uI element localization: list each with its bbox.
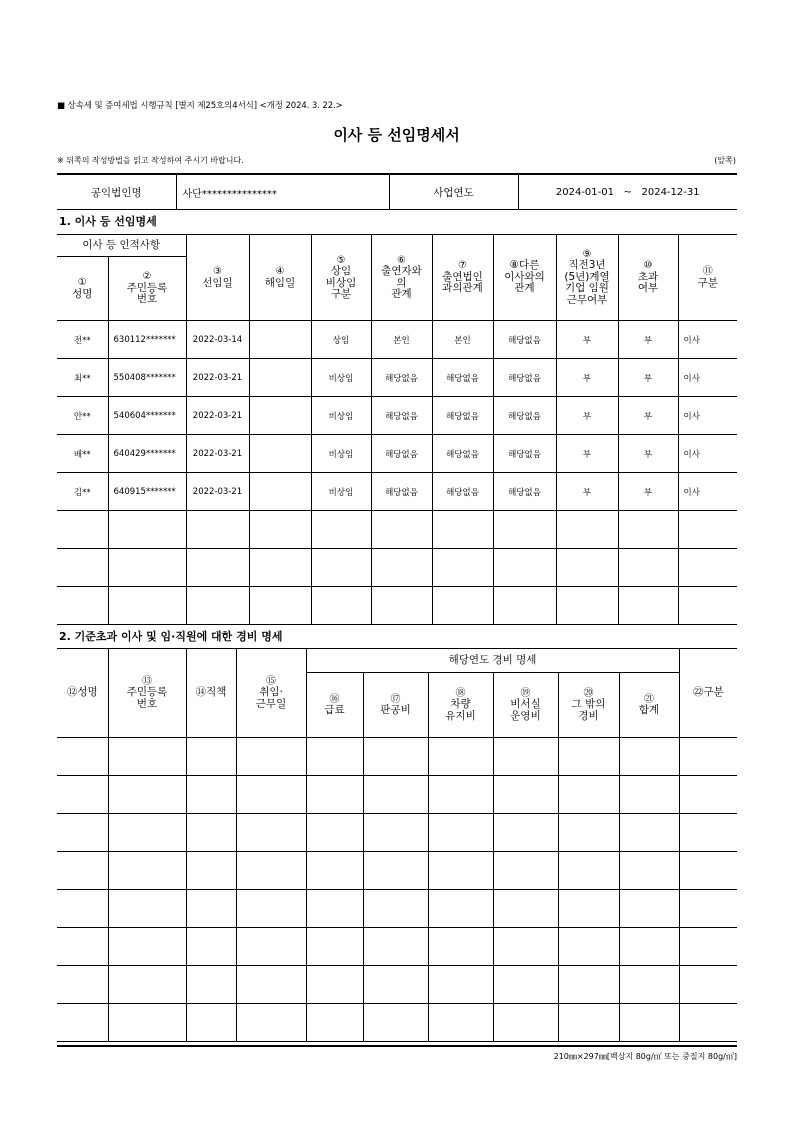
empty-cell[interactable] [249,587,311,625]
col-label: 구분 [697,276,718,289]
cell-corp-relation[interactable]: 해당없음 [432,397,493,435]
empty-cell[interactable] [306,966,363,1004]
cell-exceed[interactable]: 부 [618,321,678,359]
col-num: ⑪ [702,266,713,277]
empty-cell[interactable] [108,738,186,776]
cell-appointed[interactable]: 2022-03-21 [186,359,249,397]
empty-cell[interactable] [558,738,619,776]
col-label: 주민등록 번호 [126,281,168,306]
empty-cell[interactable] [186,776,236,814]
empty-cell[interactable] [57,928,108,966]
col-exp-rrn-header [108,649,186,738]
empty-cell[interactable] [57,738,108,776]
col-name-header [57,257,108,321]
cell-dismissed[interactable] [249,435,311,473]
empty-cell[interactable] [363,852,428,890]
empty-cell[interactable] [619,966,679,1004]
cell-exceed[interactable]: 부 [618,473,678,511]
empty-cell[interactable] [186,1004,236,1042]
cell-category[interactable]: 이사 [678,397,737,435]
cell-donor-relation[interactable]: 해당없음 [371,473,432,511]
cell-rrn[interactable]: 640915******* [108,473,186,511]
empty-cell[interactable] [428,814,493,852]
cell-affiliate[interactable]: 부 [556,473,618,511]
cell-affiliate[interactable]: 부 [556,321,618,359]
col-label: 판공비 [380,704,411,716]
col-label: 차량 유지비 [445,698,476,722]
empty-cell[interactable] [493,738,558,776]
cell-affiliate[interactable]: 부 [556,397,618,435]
paper-spec: 210㎜×297㎜[백상지 80g/㎡ 또는 중질지 80g/㎡] [553,1052,737,1061]
empty-cell[interactable] [108,587,186,625]
col-appointed-header [186,235,249,321]
col-num: ⑲ [520,687,531,699]
col-num: ㉑ [644,693,655,705]
cell-corp-relation[interactable]: 본인 [432,321,493,359]
empty-cell[interactable] [679,890,737,928]
period-start: 2024-01-01 [555,186,614,198]
empty-cell[interactable] [679,966,737,1004]
expense-group-header: 해당연도 경비 명세 [306,649,679,673]
personal-info-group-header: 이사 등 인적사항 [57,235,186,257]
empty-cell[interactable] [558,852,619,890]
empty-cell[interactable] [363,966,428,1004]
col-num: ① [77,277,87,288]
col-exceed-header [618,235,678,321]
empty-cell[interactable] [57,1004,108,1042]
col-exp-name-header: ⑫성명 [57,649,108,738]
empty-cell[interactable] [619,928,679,966]
empty-cell[interactable] [249,511,311,549]
col-exp-category-header: ㉒구분 [679,649,737,738]
empty-cell[interactable] [236,776,306,814]
empty-table-row [57,511,737,549]
empty-cell[interactable] [57,890,108,928]
col-salary-header [306,673,363,738]
empty-cell[interactable] [363,928,428,966]
cell-category[interactable]: 이사 [678,321,737,359]
col-label: 합계 [638,704,660,716]
cell-appointed[interactable]: 2022-03-21 [186,435,249,473]
empty-table-row [57,890,737,928]
excess-expense-table [57,648,737,1042]
cell-donor-relation[interactable]: 해당없음 [371,359,432,397]
empty-cell[interactable] [306,738,363,776]
empty-cell[interactable] [619,776,679,814]
cell-rrn[interactable]: 550408******* [108,359,186,397]
empty-cell[interactable] [186,852,236,890]
empty-cell[interactable] [432,587,493,625]
corp-name-field[interactable]: 사단*************** [176,174,389,210]
col-label: 출연법인 과의관계 [442,270,483,295]
col-num: ⑳ [583,687,594,699]
cell-corp-relation[interactable]: 해당없음 [432,435,493,473]
empty-cell[interactable] [57,966,108,1004]
col-num: ② [142,271,152,283]
empty-table-row [57,549,737,587]
empty-cell[interactable] [556,549,618,587]
section1-title: 1. 이사 등 선임명세 [59,215,157,228]
col-service-date-header [236,649,306,738]
empty-cell[interactable] [618,511,678,549]
table-row [57,435,737,473]
cell-type[interactable]: 비상임 [311,359,371,397]
empty-cell[interactable] [57,587,108,625]
period-end: 2024-12-31 [641,186,700,198]
empty-cell[interactable] [619,852,679,890]
empty-table-row [57,928,737,966]
empty-table-row [57,1004,737,1042]
empty-cell[interactable] [428,852,493,890]
col-position-header: ⑭직책 [186,649,236,738]
empty-cell[interactable] [306,890,363,928]
cell-corp-relation[interactable]: 해당없음 [432,359,493,397]
empty-cell[interactable] [428,928,493,966]
empty-cell[interactable] [108,890,186,928]
col-num: ⑱ [455,687,466,699]
empty-cell[interactable] [186,928,236,966]
cell-rrn[interactable]: 640429******* [108,435,186,473]
empty-cell[interactable] [363,890,428,928]
empty-cell[interactable] [108,549,186,587]
empty-cell[interactable] [679,1004,737,1042]
empty-cell[interactable] [558,776,619,814]
empty-cell[interactable] [108,1004,186,1042]
cell-dismissed[interactable] [249,321,311,359]
col-label: 초과 여부 [637,270,659,295]
page-title: 이사 등 선임명세서 [333,126,460,144]
cell-name[interactable]: 김** [57,473,108,511]
empty-cell[interactable] [678,549,737,587]
page-side-label: (앞쪽) [714,156,736,165]
empty-table-row [57,587,737,625]
empty-cell[interactable] [236,890,306,928]
col-type-header [311,235,371,321]
col-num: ⑯ [329,693,340,705]
cell-category[interactable]: 이사 [678,435,737,473]
cell-exceed[interactable]: 부 [618,435,678,473]
table-row [57,321,737,359]
empty-cell[interactable] [186,511,249,549]
empty-cell[interactable] [363,738,428,776]
col-category-header [678,235,737,321]
col-affiliate-header [556,235,618,321]
empty-cell[interactable] [428,890,493,928]
empty-cell[interactable] [558,890,619,928]
empty-cell[interactable] [558,928,619,966]
empty-cell[interactable] [57,814,108,852]
col-num: ⑮ [266,675,276,687]
col-num: ⑦ [458,260,467,272]
table-row [57,359,737,397]
cell-dismissed[interactable] [249,397,311,435]
empty-cell[interactable] [306,1004,363,1042]
col-other-expense-header [558,673,619,738]
empty-cell[interactable] [363,776,428,814]
empty-cell[interactable] [306,852,363,890]
cell-rrn[interactable]: 540604******* [108,397,186,435]
empty-cell[interactable] [493,587,556,625]
empty-cell[interactable] [236,928,306,966]
col-num: ⑬ [142,675,152,687]
cell-name[interactable]: 전** [57,321,108,359]
empty-cell[interactable] [249,549,311,587]
empty-cell[interactable] [678,511,737,549]
empty-cell[interactable] [679,852,737,890]
col-vehicle-header [428,673,493,738]
empty-cell[interactable] [186,890,236,928]
instruction-note: ※ 뒤쪽의 작성방법을 읽고 작성하여 주시기 바랍니다. [57,156,244,165]
col-dismissed-header [249,235,311,321]
period-separator: ~ [623,186,632,198]
cell-donor-relation[interactable]: 해당없음 [371,397,432,435]
cell-appointed[interactable]: 2022-03-21 [186,473,249,511]
col-num: ⑨ [582,248,592,260]
empty-cell[interactable] [493,776,558,814]
col-label: 주민등록 번호 [126,686,168,710]
corp-info-table [57,173,737,210]
empty-cell[interactable] [108,511,186,549]
cell-other-relation[interactable]: 해당없음 [493,397,556,435]
empty-cell[interactable] [57,776,108,814]
empty-cell[interactable] [679,738,737,776]
empty-table-row [57,738,737,776]
section1-header-row-1 [57,235,737,257]
cell-dismissed[interactable] [249,359,311,397]
cell-exceed[interactable]: 부 [618,397,678,435]
section2-title: 2. 기준초과 이사 및 임·직원에 대한 경비 명세 [59,630,283,643]
empty-cell[interactable] [678,587,737,625]
cell-rrn[interactable]: 630112******* [108,321,186,359]
empty-cell[interactable] [186,966,236,1004]
empty-cell[interactable] [558,966,619,1004]
empty-cell[interactable] [371,587,432,625]
empty-cell[interactable] [493,1004,558,1042]
empty-cell[interactable] [236,1004,306,1042]
empty-cell[interactable] [493,966,558,1004]
empty-cell[interactable] [493,852,558,890]
col-other-director-relation-header [493,235,556,321]
empty-cell[interactable] [236,966,306,1004]
col-num: ⑩ [643,260,653,272]
empty-cell[interactable] [108,776,186,814]
cell-other-relation[interactable]: 해당없음 [493,435,556,473]
col-label: 상임 비상임 구분 [325,265,357,300]
empty-cell[interactable] [363,814,428,852]
corp-info-row [57,174,737,210]
empty-cell[interactable] [108,814,186,852]
col-label: 급료 [324,704,345,716]
empty-cell[interactable] [306,814,363,852]
col-label: 해임일 [264,276,296,289]
empty-cell[interactable] [556,587,618,625]
empty-cell[interactable] [311,511,371,549]
empty-cell[interactable] [428,1004,493,1042]
empty-cell[interactable] [306,928,363,966]
empty-cell[interactable] [493,928,558,966]
col-num: ④ [275,266,285,277]
empty-cell[interactable] [236,814,306,852]
col-num: ③ [213,266,222,277]
empty-cell[interactable] [618,549,678,587]
cell-type[interactable]: 상임 [311,321,371,359]
cell-other-relation[interactable]: 해당없음 [493,473,556,511]
empty-cell[interactable] [311,549,371,587]
empty-cell[interactable] [618,587,678,625]
empty-cell[interactable] [493,549,556,587]
business-year-field[interactable] [518,174,737,210]
empty-cell[interactable] [363,1004,428,1042]
empty-cell[interactable] [428,738,493,776]
section2-header-row-1 [57,649,737,673]
col-donor-relation-header [371,235,432,321]
cell-other-relation[interactable]: 해당없음 [493,321,556,359]
col-total-header [619,673,679,738]
empty-cell[interactable] [493,511,556,549]
empty-table-row [57,966,737,1004]
empty-cell[interactable] [57,511,108,549]
empty-cell[interactable] [619,738,679,776]
empty-cell[interactable] [186,738,236,776]
cell-exceed[interactable]: 부 [618,359,678,397]
empty-cell[interactable] [236,738,306,776]
empty-cell[interactable] [306,776,363,814]
empty-table-row [57,776,737,814]
empty-cell[interactable] [432,511,493,549]
empty-cell[interactable] [371,511,432,549]
cell-category[interactable]: 이사 [678,473,737,511]
business-year-label: 사업연도 [389,174,518,210]
col-corp-relation-header [432,235,493,321]
cell-appointed[interactable]: 2022-03-21 [186,397,249,435]
col-label: 그 밖의 경비 [571,698,606,722]
col-label: 취임· 근무일 [255,686,287,710]
empty-cell[interactable] [493,814,558,852]
cell-donor-relation[interactable]: 본인 [371,321,432,359]
empty-cell[interactable] [371,549,432,587]
cell-affiliate[interactable]: 부 [556,359,618,397]
cell-name[interactable]: 안** [57,397,108,435]
cell-name[interactable]: 최** [57,359,108,397]
col-entertainment-header [363,673,428,738]
empty-cell[interactable] [619,1004,679,1042]
cell-affiliate[interactable]: 부 [556,435,618,473]
col-num: ⑤ [336,254,346,266]
empty-cell[interactable] [108,928,186,966]
table-row [57,473,737,511]
cell-name[interactable]: 배** [57,435,108,473]
cell-type[interactable]: 비상임 [311,435,371,473]
empty-cell[interactable] [428,966,493,1004]
cell-appointed[interactable]: 2022-03-14 [186,321,249,359]
empty-table-row [57,814,737,852]
empty-cell[interactable] [57,852,108,890]
col-label: 직전3년 (5년)계열 기업 임원 근무여부 [564,259,610,306]
corp-name-label: 공익법인명 [57,174,176,210]
empty-cell[interactable] [679,776,737,814]
empty-cell[interactable] [186,549,249,587]
empty-cell[interactable] [108,852,186,890]
empty-cell[interactable] [619,814,679,852]
col-label: 비서실 운영비 [510,698,541,722]
empty-table-row [57,852,737,890]
bottom-divider [57,1045,737,1047]
cell-category[interactable]: 이사 [678,359,737,397]
empty-cell[interactable] [432,549,493,587]
col-rrn-header [108,257,186,321]
empty-cell[interactable] [679,928,737,966]
empty-cell[interactable] [679,814,737,852]
empty-cell[interactable] [186,587,249,625]
col-label: ⑧다른 이사와의 관계 [504,259,545,295]
col-label: 선임일 [202,276,233,289]
empty-cell[interactable] [493,890,558,928]
empty-cell[interactable] [428,776,493,814]
cell-donor-relation[interactable]: 해당없음 [371,435,432,473]
director-appointment-table [57,234,737,625]
col-num: ⑰ [390,693,401,705]
empty-cell[interactable] [311,587,371,625]
col-num: ⑥ [397,254,406,266]
table-row [57,397,737,435]
cell-other-relation[interactable]: 해당없음 [493,359,556,397]
empty-cell[interactable] [619,890,679,928]
cell-type[interactable]: 비상임 [311,397,371,435]
empty-cell[interactable] [236,852,306,890]
empty-cell[interactable] [108,966,186,1004]
cell-corp-relation[interactable]: 해당없음 [432,473,493,511]
cell-type[interactable]: 비상임 [311,473,371,511]
empty-cell[interactable] [186,814,236,852]
empty-cell[interactable] [558,814,619,852]
col-label: 성명 [72,287,93,300]
empty-cell[interactable] [556,511,618,549]
law-reference: ■ 상속세 및 증여세법 시행규칙 [별지 제25호의4서식] <개정 2024. 3. 22.> [57,101,343,111]
empty-cell[interactable] [558,1004,619,1042]
cell-dismissed[interactable] [249,473,311,511]
empty-cell[interactable] [57,549,108,587]
col-label: 출연자와 의 관계 [381,265,422,300]
col-secretariat-header [493,673,558,738]
